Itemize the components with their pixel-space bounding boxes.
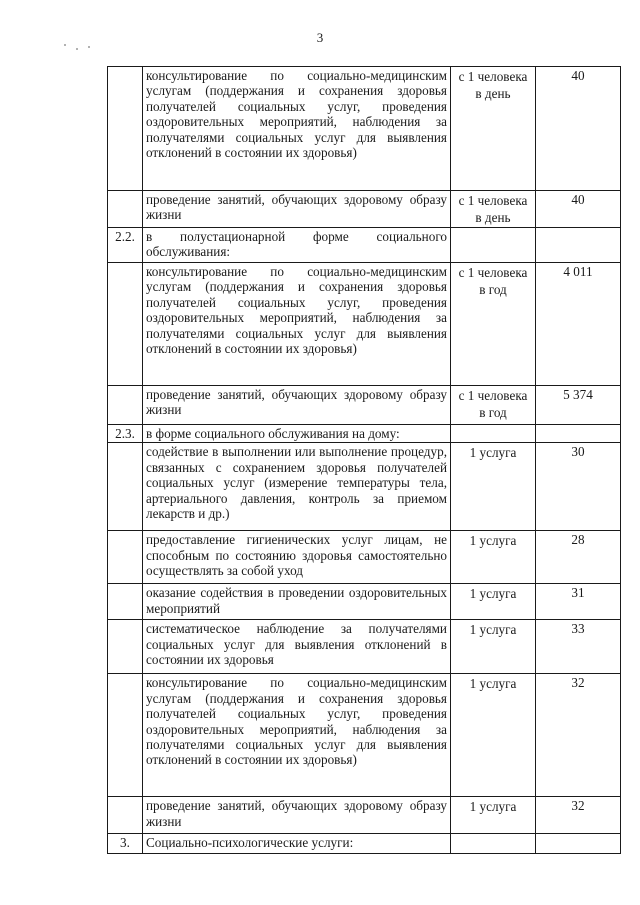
row-number xyxy=(108,263,143,386)
service-quantity xyxy=(536,425,621,443)
service-name: консультирование по социально-медицинским услугам (поддержания и сохранения здоровья получателей социальных услуг, проведения оздоровительных мероприятий, наблюдения за получателями социальных услуг для выявления отклонений в состоянии их здоровья) xyxy=(143,67,451,191)
service-unit: с 1 человека в день xyxy=(451,67,536,191)
table-row xyxy=(108,584,621,620)
service-quantity: 33 xyxy=(536,620,621,674)
service-quantity xyxy=(536,834,621,854)
services-table xyxy=(107,66,621,854)
service-quantity: 31 xyxy=(536,584,621,620)
service-unit: 1 услуга xyxy=(451,531,536,584)
table-row xyxy=(108,386,621,425)
service-name: содействие в выполнении или выполнение процедур, связанных с сохранением здоровья получателей социальных услуг (измерение температуры тела, артериального давления, контроль за приемом лекарств и др.) xyxy=(143,443,451,531)
service-name: предоставление гигиенических услуг лицам, не способным по состоянию здоровья самостоятельно осуществлять за собой уход xyxy=(143,531,451,584)
service-name: проведение занятий, обучающих здоровому образу жизни xyxy=(143,191,451,228)
section-row xyxy=(108,834,621,854)
row-number xyxy=(108,191,143,228)
service-quantity: 30 xyxy=(536,443,621,531)
service-unit: 1 услуга xyxy=(451,443,536,531)
row-number xyxy=(108,386,143,425)
service-unit: 1 услуга xyxy=(451,674,536,797)
section-number: 2.3. xyxy=(108,425,143,443)
section-number: 3. xyxy=(108,834,143,854)
service-unit: 1 услуга xyxy=(451,797,536,834)
service-quantity xyxy=(536,228,621,263)
table-row xyxy=(108,191,621,228)
service-unit xyxy=(451,425,536,443)
section-title: Социально-психологические услуги: xyxy=(143,834,451,854)
service-name: оказание содействия в проведении оздоровительных мероприятий xyxy=(143,584,451,620)
service-quantity: 32 xyxy=(536,674,621,797)
service-quantity: 40 xyxy=(536,191,621,228)
table-row xyxy=(108,531,621,584)
section-number: 2.2. xyxy=(108,228,143,263)
row-number xyxy=(108,674,143,797)
row-number xyxy=(108,584,143,620)
service-name: консультирование по социально-медицинским услугам (поддержания и сохранения здоровья получателей социальных услуг, проведения оздоровительных мероприятий, наблюдения за получателями социальных услуг для выявления отклонений в состоянии их здоровья) xyxy=(143,263,451,386)
table-row xyxy=(108,620,621,674)
scan-speck xyxy=(76,48,78,50)
service-unit: с 1 человека в день xyxy=(451,191,536,228)
service-unit: с 1 человека в год xyxy=(451,386,536,425)
scan-speck xyxy=(64,44,66,46)
table-row xyxy=(108,67,621,191)
table-row xyxy=(108,263,621,386)
section-row xyxy=(108,228,621,263)
table-row xyxy=(108,674,621,797)
service-quantity: 5 374 xyxy=(536,386,621,425)
row-number xyxy=(108,67,143,191)
table-row xyxy=(108,797,621,834)
section-title: в полустационарной форме социального обслуживания: xyxy=(143,228,451,263)
service-unit: 1 услуга xyxy=(451,584,536,620)
scan-speck xyxy=(88,46,90,48)
service-unit: 1 услуга xyxy=(451,620,536,674)
row-number xyxy=(108,797,143,834)
service-unit xyxy=(451,228,536,263)
row-number xyxy=(108,531,143,584)
section-row xyxy=(108,425,621,443)
service-quantity: 32 xyxy=(536,797,621,834)
service-unit: с 1 человека в год xyxy=(451,263,536,386)
service-unit xyxy=(451,834,536,854)
page-number: 3 xyxy=(316,30,324,45)
service-name: консультирование по социально-медицинским услугам (поддержания и сохранения здоровья получателей социальных услуг, проведения оздоровительных мероприятий, наблюдения за получателями социальных услуг для выявления отклонений в состоянии их здоровья) xyxy=(143,674,451,797)
row-number xyxy=(108,620,143,674)
section-title: в форме социального обслуживания на дому: xyxy=(143,425,451,443)
service-name: проведение занятий, обучающих здоровому образу жизни xyxy=(143,386,451,425)
row-number xyxy=(108,443,143,531)
service-name: систематическое наблюдение за получателями социальных услуг для выявления отклонений в состоянии их здоровья xyxy=(143,620,451,674)
service-quantity: 28 xyxy=(536,531,621,584)
service-name: проведение занятий, обучающих здоровому образу жизни xyxy=(143,797,451,834)
service-quantity: 4 011 xyxy=(536,263,621,386)
service-quantity: 40 xyxy=(536,67,621,191)
table-row xyxy=(108,443,621,531)
